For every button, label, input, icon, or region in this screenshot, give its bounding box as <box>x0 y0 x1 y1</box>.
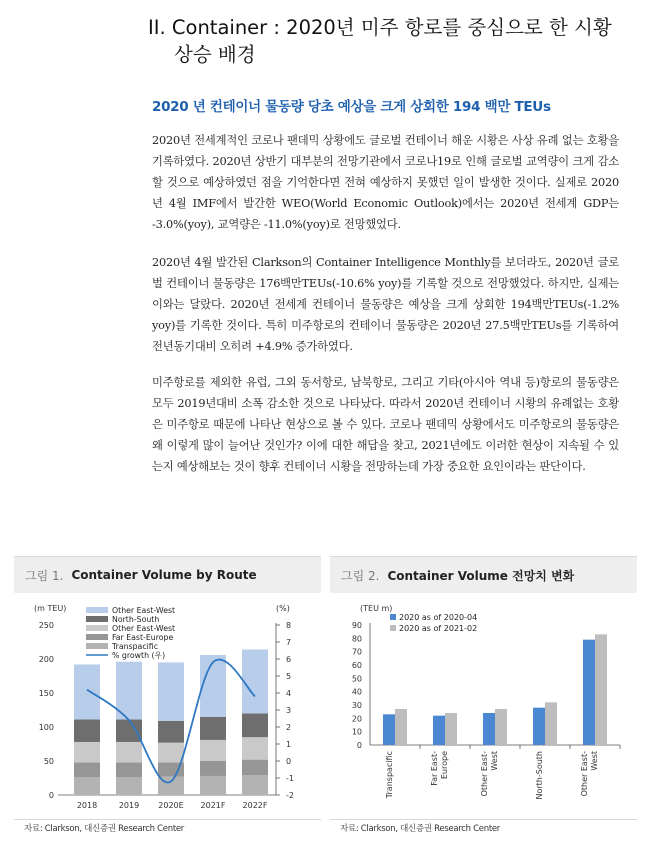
bar-segment <box>242 737 268 759</box>
x-tick-label: Other East-West <box>480 751 499 797</box>
section-title-line1: II. Container : 2020년 미주 항로를 중심으로 한 시황 <box>148 16 612 39</box>
y2-tick-label: 3 <box>286 706 292 715</box>
bar-segment <box>116 742 142 762</box>
bar-segment <box>158 662 184 720</box>
chart-container-volume-forecast <box>330 593 637 817</box>
paragraph-1: 2020년 전세계적인 코로나 팬데믹 상황에도 글로벌 컨테이너 해운 시황은 사상 유례 없는 호황을 기록하였다. 2020년 상반기 대부분의 전망기관에서 코로나19로 인해 글로벌 교역량이 크게 감소할 것으로 예상하였던 점을 기억한다면 전혀 예상하지 못했던 일이 발생한 것이다. 실제로 2020년 4월 IMF에서 발간한 WEO(World Economic Outlook)에서는 2020년 전세계 GDP는 -3.0%(yoy), 교역량은 -11.0%(yoy)로 전망했었다. <box>152 134 619 231</box>
legend-label: North-South <box>112 615 160 624</box>
bar-segment <box>74 762 100 777</box>
y2-tick-label: 0 <box>286 757 292 766</box>
legend-label: 2020 as of 2021-02 <box>399 624 478 633</box>
x-tick-label: Far East-Europe <box>430 751 449 786</box>
y2-tick-label: 2 <box>286 723 292 732</box>
y2-axis-title: (%) <box>276 604 290 613</box>
bar <box>495 709 507 745</box>
section-title <box>148 14 638 68</box>
figure-1-source: 자료: Clarkson, 대신증권 Research Center <box>24 824 184 834</box>
bar-segment <box>200 761 226 776</box>
y-tick-label: 0 <box>48 791 54 800</box>
legend-label: Other East-West <box>112 606 176 615</box>
bar-segment <box>200 717 226 740</box>
bar-segment <box>74 742 100 762</box>
bar-segment <box>116 720 142 742</box>
x-tick-label: Other East-West <box>580 751 599 797</box>
x-tick-label: 2018 <box>76 801 98 810</box>
bar <box>533 708 545 745</box>
legend-swatch <box>86 643 108 649</box>
y-tick-label: 250 <box>38 621 54 630</box>
y-axis-title: (m TEU) <box>34 604 67 613</box>
y-tick-label: 200 <box>38 655 54 664</box>
y-tick-label: 0 <box>356 741 362 750</box>
x-tick-label: 2020E <box>158 801 184 810</box>
legend-label: Far East-Europe <box>112 633 174 642</box>
bar-segment <box>200 740 226 761</box>
figure-1-header <box>14 557 321 593</box>
bar <box>395 709 407 745</box>
bar-segment <box>74 777 100 795</box>
y2-tick-label: 5 <box>286 672 292 681</box>
bar <box>545 702 557 745</box>
y-tick-label: 30 <box>351 701 362 710</box>
bar-segment <box>74 720 100 742</box>
y2-tick-label: 4 <box>286 689 292 698</box>
subheadline: 2020 년 컨테이너 물동량 당초 예상을 크게 상회한 194 백만 TEUs <box>152 99 551 115</box>
y-tick-label: 80 <box>351 634 362 644</box>
legend-swatch <box>86 625 108 631</box>
bar-segment <box>116 762 142 777</box>
legend-swatch <box>86 616 108 622</box>
figure-2-source: 자료: Clarkson, 대신증권 Research Center <box>340 824 500 834</box>
figure-1-panel <box>14 556 321 820</box>
y-tick-label: 150 <box>38 689 54 698</box>
y2-tick-label: 7 <box>286 638 292 647</box>
figure-2-label: 그림 2. <box>341 568 380 583</box>
x-tick-label: 2021F <box>200 801 226 810</box>
y2-tick-label: 8 <box>286 621 292 630</box>
paragraph-2: 2020년 4월 발간된 Clarkson의 Container Intelligence Monthly를 보더라도, 2020년 글로벌 컨테이너 물동량은 176백만TEUs(-10.6% yoy)를 기록할 것으로 전망했었다. 하지만, 실제는 이와는 달랐다. 2020년 전세계 컨테이너 물동량은 예상을 크게 상회한 194백만TEUs(-1.2% yoy)를 기록한 것이다. 특히 미주항로의 컨테이너 물동량은 2020년 27.5백만TEUs를 기록하여 전년동기대비 오히려 +4.9% 증가하였다. <box>152 256 619 353</box>
bar-segment <box>242 713 268 737</box>
section-title-line2: 상승 배경 <box>174 43 256 66</box>
bar-segment <box>242 649 268 713</box>
legend-label: Transpacific <box>112 642 158 651</box>
figure-2-panel <box>330 556 637 820</box>
bar-segment <box>116 777 142 795</box>
y2-tick-label: 1 <box>286 740 292 749</box>
bar-segment <box>74 664 100 719</box>
y-tick-label: 50 <box>43 757 54 766</box>
bar-segment <box>242 760 268 776</box>
y-tick-label: 60 <box>351 661 362 670</box>
figure-1-title: Container Volume by Route <box>71 568 257 582</box>
bar <box>445 713 457 745</box>
legend-label: Other East-West <box>112 624 176 633</box>
y-tick-label: 100 <box>38 723 54 732</box>
bar <box>595 634 607 745</box>
bar-segment <box>242 775 268 795</box>
bar <box>433 716 445 745</box>
y2-tick-label: -2 <box>286 791 294 800</box>
bar <box>483 713 495 745</box>
chart-container-volume-by-route <box>14 593 321 817</box>
y-tick-label: 70 <box>351 647 362 657</box>
bar <box>583 640 595 745</box>
y-tick-label: 50 <box>351 674 362 684</box>
y-tick-label: 40 <box>351 687 362 697</box>
bar-segment <box>158 721 184 743</box>
paragraph-3: 미주항로를 제외한 유럽, 그외 동서항로, 남북항로, 그리고 기타(아시아 역내 등)항로의 물동량은 모두 2019년대비 소폭 감소한 것으로 나타났다. 따라서 2020년 컨테이너 시황의 유례없는 호황은 미주항로 때문에 나타난 현상으로 볼 수 있다. 코로나 팬데믹 상황에서도 미주항로의 물동량은 왜 이렇게 많이 늘어난 것인가? 이에 대한 해답을 찾고, 2021년에도 이러한 현상이 지속될 수 있는지 예상해보는 것이 향후 컨테이너 시황을 전망하는데 가장 중요한 요인이라는 판단이다. <box>152 376 619 473</box>
figure-1-label: 그림 1. <box>25 568 64 583</box>
bar-segment <box>200 776 226 795</box>
legend-label: % growth (우) <box>112 651 166 660</box>
y2-tick-label: -1 <box>286 774 294 783</box>
legend-swatch <box>390 614 396 620</box>
bar <box>383 714 395 745</box>
legend-swatch <box>86 634 108 640</box>
legend-swatch <box>390 625 396 631</box>
y2-tick-label: 6 <box>286 655 292 664</box>
figure-2-header <box>330 557 637 593</box>
y-tick-label: 90 <box>351 621 362 630</box>
x-tick-label: 2019 <box>118 801 140 810</box>
x-tick-label: Transpacific <box>385 751 394 799</box>
x-tick-label: North-South <box>535 751 544 800</box>
y-axis-title: (TEU m) <box>360 604 393 613</box>
y-tick-label: 10 <box>351 727 362 737</box>
figure-2-title: Container Volume 전망치 변화 <box>387 568 575 583</box>
legend-label: 2020 as of 2020-04 <box>399 613 478 622</box>
legend-swatch <box>86 607 108 613</box>
y-tick-label: 20 <box>351 714 362 724</box>
bar-segment <box>200 655 226 717</box>
x-tick-label: 2022F <box>242 801 268 810</box>
bar-segment <box>158 743 184 763</box>
